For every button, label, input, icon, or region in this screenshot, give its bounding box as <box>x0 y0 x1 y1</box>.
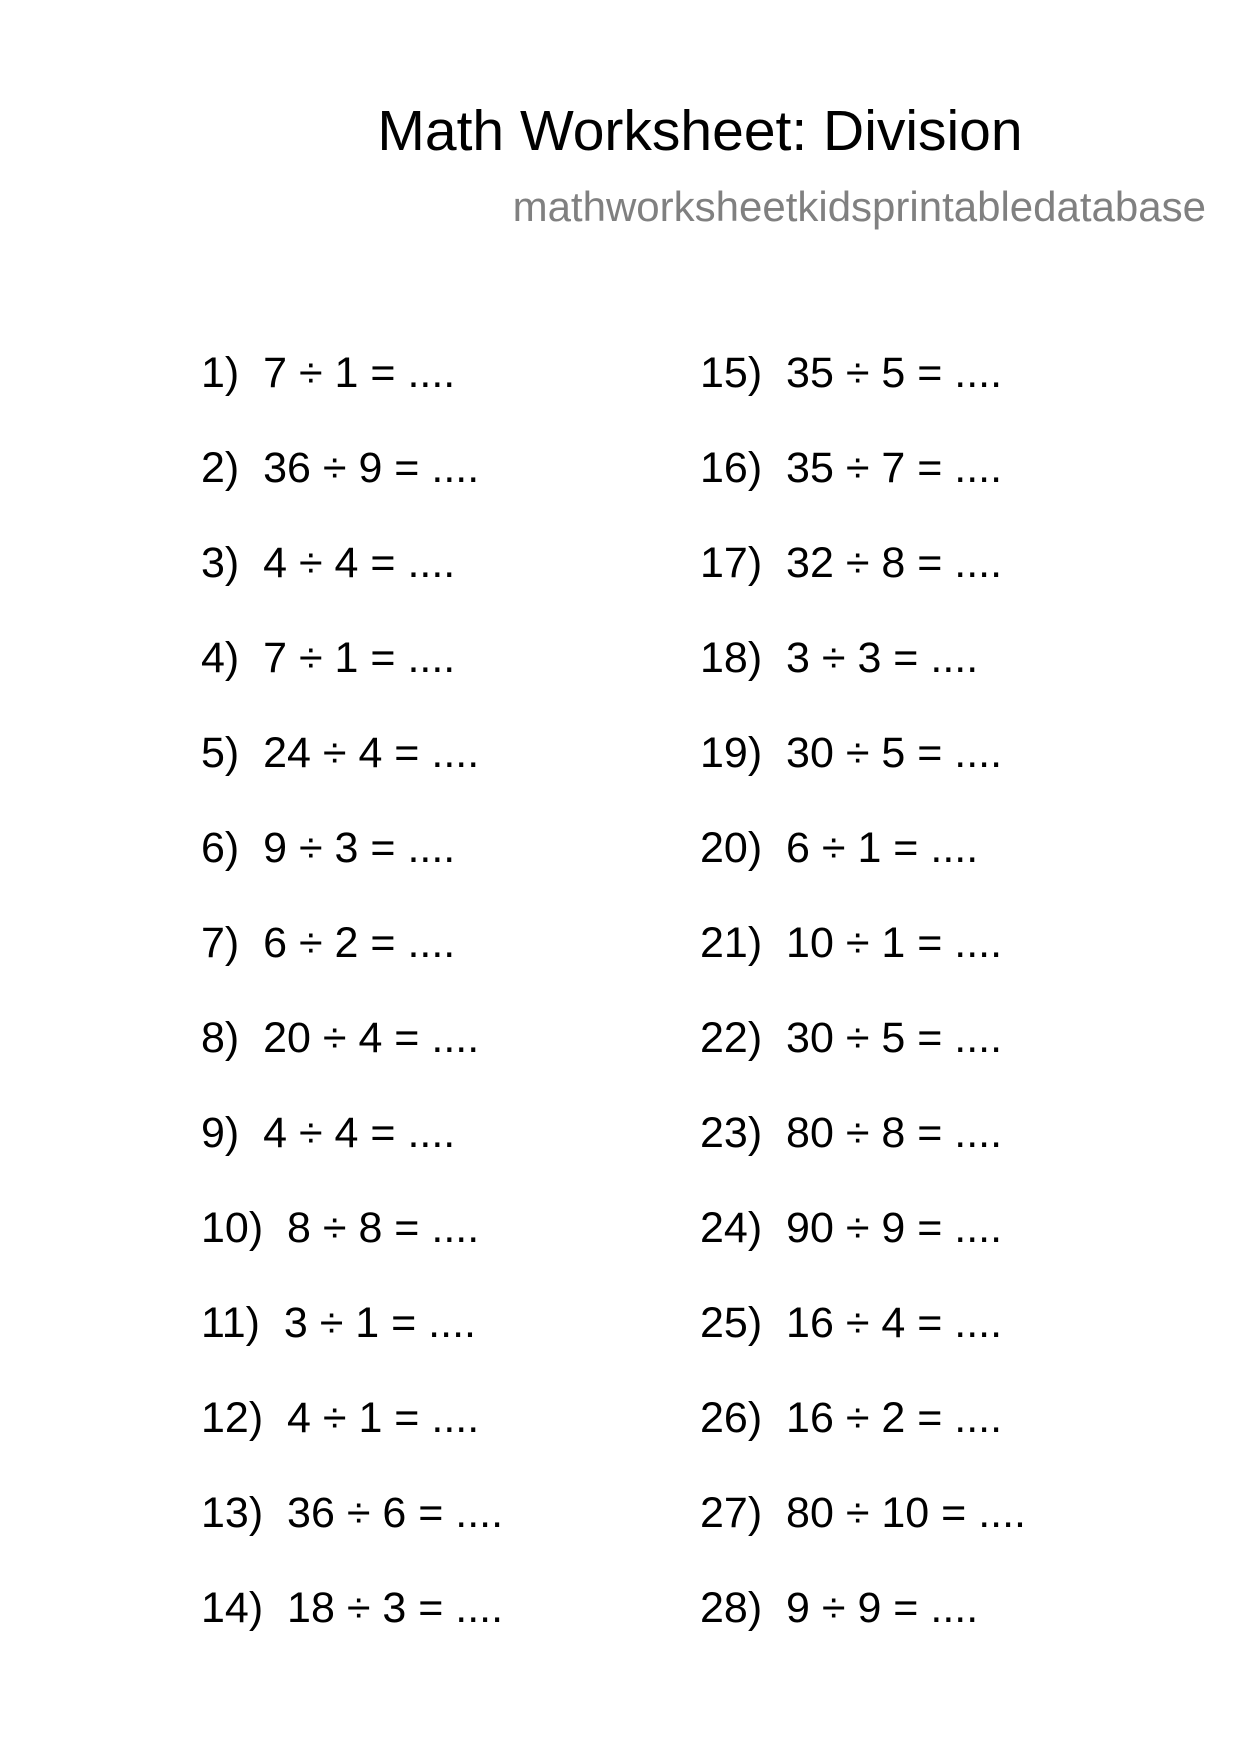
problem-13: 13) 36 ÷ 6 = .... <box>201 1489 504 1537</box>
problem-21: 21) 10 ÷ 1 = .... <box>700 919 1003 967</box>
problem-10: 10) 8 ÷ 8 = .... <box>201 1204 480 1252</box>
problem-1: 1) 7 ÷ 1 = .... <box>201 349 456 397</box>
problem-15: 15) 35 ÷ 5 = .... <box>700 349 1003 397</box>
problem-17: 17) 32 ÷ 8 = .... <box>700 539 1003 587</box>
problem-9: 9) 4 ÷ 4 = .... <box>201 1109 456 1157</box>
problem-3: 3) 4 ÷ 4 = .... <box>201 539 456 587</box>
right-problem-column <box>700 347 1026 1677</box>
problem-20: 20) 6 ÷ 1 = .... <box>700 824 979 872</box>
problem-25: 25) 16 ÷ 4 = .... <box>700 1299 1003 1347</box>
problem-6: 6) 9 ÷ 3 = .... <box>201 824 456 872</box>
problem-26: 26) 16 ÷ 2 = .... <box>700 1394 1003 1442</box>
problem-23: 23) 80 ÷ 8 = .... <box>700 1109 1003 1157</box>
problem-5: 5) 24 ÷ 4 = .... <box>201 729 480 777</box>
problem-28: 28) 9 ÷ 9 = .... <box>700 1584 979 1632</box>
problem-12: 12) 4 ÷ 1 = .... <box>201 1394 480 1442</box>
worksheet-title: Math Worksheet: Division <box>377 99 1023 163</box>
left-problem-column <box>201 347 503 1677</box>
problem-16: 16) 35 ÷ 7 = .... <box>700 444 1003 492</box>
problem-27: 27) 80 ÷ 10 = .... <box>700 1489 1026 1537</box>
problem-8: 8) 20 ÷ 4 = .... <box>201 1014 480 1062</box>
problem-22: 22) 30 ÷ 5 = .... <box>700 1014 1003 1062</box>
worksheet-subtitle: mathworksheetkidsprintabledatabase <box>512 183 1206 230</box>
problem-11: 11) 3 ÷ 1 = .... <box>201 1299 476 1347</box>
problem-18: 18) 3 ÷ 3 = .... <box>700 634 979 682</box>
problem-19: 19) 30 ÷ 5 = .... <box>700 729 1003 777</box>
problem-14: 14) 18 ÷ 3 = .... <box>201 1584 504 1632</box>
problem-2: 2) 36 ÷ 9 = .... <box>201 444 480 492</box>
problem-4: 4) 7 ÷ 1 = .... <box>201 634 456 682</box>
problem-7: 7) 6 ÷ 2 = .... <box>201 919 456 967</box>
problem-24: 24) 90 ÷ 9 = .... <box>700 1204 1003 1252</box>
